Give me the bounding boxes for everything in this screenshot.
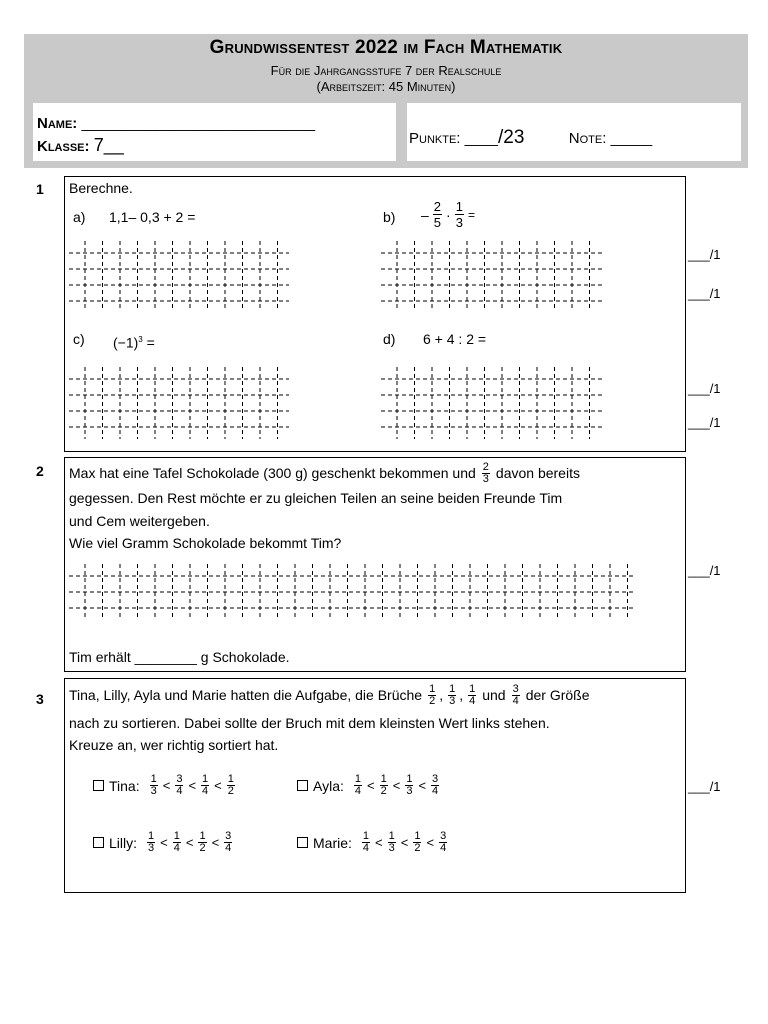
fraction: $\frac{3}{4}$ xyxy=(512,683,519,707)
task-number-3: 3 xyxy=(36,691,44,707)
fraction: $\frac{2}{3}$ xyxy=(482,461,489,485)
fraction: $\frac{1}{4}$ xyxy=(362,830,370,854)
subtitle-time: (Arbeitszeit: 45 Minuten) xyxy=(316,79,456,94)
option-marie[interactable] xyxy=(297,831,447,854)
checkbox[interactable] xyxy=(93,780,104,791)
fraction: $\frac{2}{5}$ xyxy=(433,199,442,230)
task-2-question: Wie viel Gramm Schokolade bekommt Tim? xyxy=(69,535,342,551)
less-than: < xyxy=(400,835,409,850)
task-1-instruction: Berechne. xyxy=(69,180,133,196)
option-ayla[interactable] xyxy=(297,774,439,797)
less-than: < xyxy=(160,835,168,850)
score-1d[interactable]: ___/1 xyxy=(688,415,721,430)
task-3-line-1: Tina, Lilly, Ayla und Marie hatten die Aufgabe, die Brüche $\frac{1}{2}$ , $\frac{1}{3}$ , $\frac{1}{4}$ und $\frac{3}{4}$ der Größe xyxy=(69,683,590,707)
fraction: $\frac{1}{3}$ xyxy=(150,773,157,797)
grade-label: Note: xyxy=(568,130,607,147)
task-1b-sign: – xyxy=(421,206,429,223)
score-1c[interactable]: ___/1 xyxy=(688,381,721,396)
fraction: $\frac{1}{2}$ xyxy=(414,830,421,854)
checkbox[interactable] xyxy=(297,837,308,848)
student-name: Tina: xyxy=(109,777,140,794)
subtitle-grade: Für die Jahrgangsstufe 7 der Realschule xyxy=(270,63,502,78)
less-than: < xyxy=(375,835,383,850)
fraction: $\frac{1}{3}$ xyxy=(406,773,413,797)
less-than: < xyxy=(162,778,171,793)
fraction: $\frac{1}{2}$ xyxy=(227,773,234,797)
student-name: Marie: xyxy=(313,834,352,851)
less-than: < xyxy=(214,778,222,793)
option-tina[interactable] xyxy=(93,774,235,797)
task-3-line-2: nach zu sortieren. Dabei sollte der Bruch mit dem kleinsten Wert links stehen. xyxy=(69,715,550,731)
task-3-line-3: Kreuze an, wer richtig sortiert hat. xyxy=(69,737,279,753)
name-label: Name: xyxy=(37,115,78,132)
score-1b[interactable]: ___/1 xyxy=(688,286,721,301)
fraction: $\frac{1}{3}$ xyxy=(148,830,155,854)
fraction: $\frac{1}{3}$ xyxy=(455,199,463,230)
task-3-box xyxy=(64,678,686,893)
page-title: Grundwissentest 2022 im Fach Mathematik xyxy=(209,37,563,58)
task-2-line-1: Max hat eine Tafel Schokolade (300 g) geschenkt bekommen und $\frac{2}{3}$ davon bereits xyxy=(69,461,580,485)
student-name: Ayla: xyxy=(313,777,344,794)
fraction: $\frac{3}{4}$ xyxy=(225,830,232,854)
fraction: $\frac{1}{4}$ xyxy=(354,773,361,797)
class-field[interactable]: 7__ xyxy=(93,135,124,155)
grade-field[interactable]: _____ xyxy=(610,130,653,147)
task-2-box xyxy=(64,457,686,672)
name-box xyxy=(33,103,396,161)
checkbox[interactable] xyxy=(93,837,104,848)
class-label: Klasse: xyxy=(37,138,90,155)
task-1a-label: a) xyxy=(73,209,86,225)
points-total: /23 xyxy=(498,127,525,148)
task-1c-expression: $(-1)^3$ = xyxy=(113,334,155,351)
score-2[interactable]: ___/1 xyxy=(688,563,721,578)
task-2-line-3: und Cem weitergeben. xyxy=(69,513,210,529)
task-1d-expression: 6 + 4 : 2 = xyxy=(423,331,487,347)
fraction: $\frac{1}{4}$ xyxy=(202,773,209,797)
fraction: $\frac{3}{4}$ xyxy=(440,830,447,854)
less-than: < xyxy=(418,778,427,793)
task-2-line-2: gegessen. Den Rest möchte er zu gleichen Teilen an seine beiden Freunde Tim xyxy=(69,490,563,506)
task-1b-label: b) xyxy=(383,209,396,225)
header xyxy=(24,34,748,168)
fraction: $\frac{1}{4}$ xyxy=(173,830,180,854)
points-label: Punkte: xyxy=(409,130,461,147)
task-1a-expression: 1,1– 0,3 + 2 = xyxy=(109,209,196,225)
work-grid-task-2[interactable] xyxy=(65,562,685,634)
less-than: < xyxy=(185,835,194,850)
points-box xyxy=(407,103,741,161)
equals-sign: = xyxy=(467,207,475,222)
task-1c-label: c) xyxy=(73,331,85,347)
fraction: $\frac{1}{2}$ xyxy=(429,683,436,707)
name-field[interactable]: ____________________________ xyxy=(81,115,316,132)
task-2-answer[interactable]: Tim erhält ________ g Schokolade. xyxy=(69,649,290,665)
score-3[interactable]: ___/1 xyxy=(688,779,721,794)
less-than: < xyxy=(211,835,220,850)
less-than: < xyxy=(367,778,375,793)
option-lilly[interactable] xyxy=(93,831,232,854)
score-1a[interactable]: ___/1 xyxy=(688,247,721,262)
work-grid-c-d[interactable] xyxy=(65,365,685,445)
less-than: < xyxy=(188,778,197,793)
task-1-box xyxy=(64,176,686,452)
fraction: $\frac{1}{2}$ xyxy=(380,773,387,797)
less-than: < xyxy=(426,835,435,850)
fraction: $\frac{1}{4}$ xyxy=(469,683,476,707)
fraction: $\frac{3}{4}$ xyxy=(176,773,183,797)
fraction: $\frac{1}{2}$ xyxy=(199,830,206,854)
fraction: $\frac{1}{3}$ xyxy=(449,683,456,707)
task-1b-expression xyxy=(421,199,475,230)
multiply-dot: · xyxy=(446,206,451,223)
checkbox[interactable] xyxy=(297,780,308,791)
task-number-1: 1 xyxy=(36,181,44,197)
student-name: Lilly: xyxy=(109,834,138,851)
fraction: $\frac{1}{3}$ xyxy=(388,830,395,854)
fraction: $\frac{3}{4}$ xyxy=(432,773,439,797)
task-1d-label: d) xyxy=(383,331,396,347)
task-number-2: 2 xyxy=(36,463,44,479)
work-grid-a-b[interactable] xyxy=(65,239,685,309)
less-than: < xyxy=(392,778,401,793)
points-field[interactable]: ____ xyxy=(464,130,498,147)
